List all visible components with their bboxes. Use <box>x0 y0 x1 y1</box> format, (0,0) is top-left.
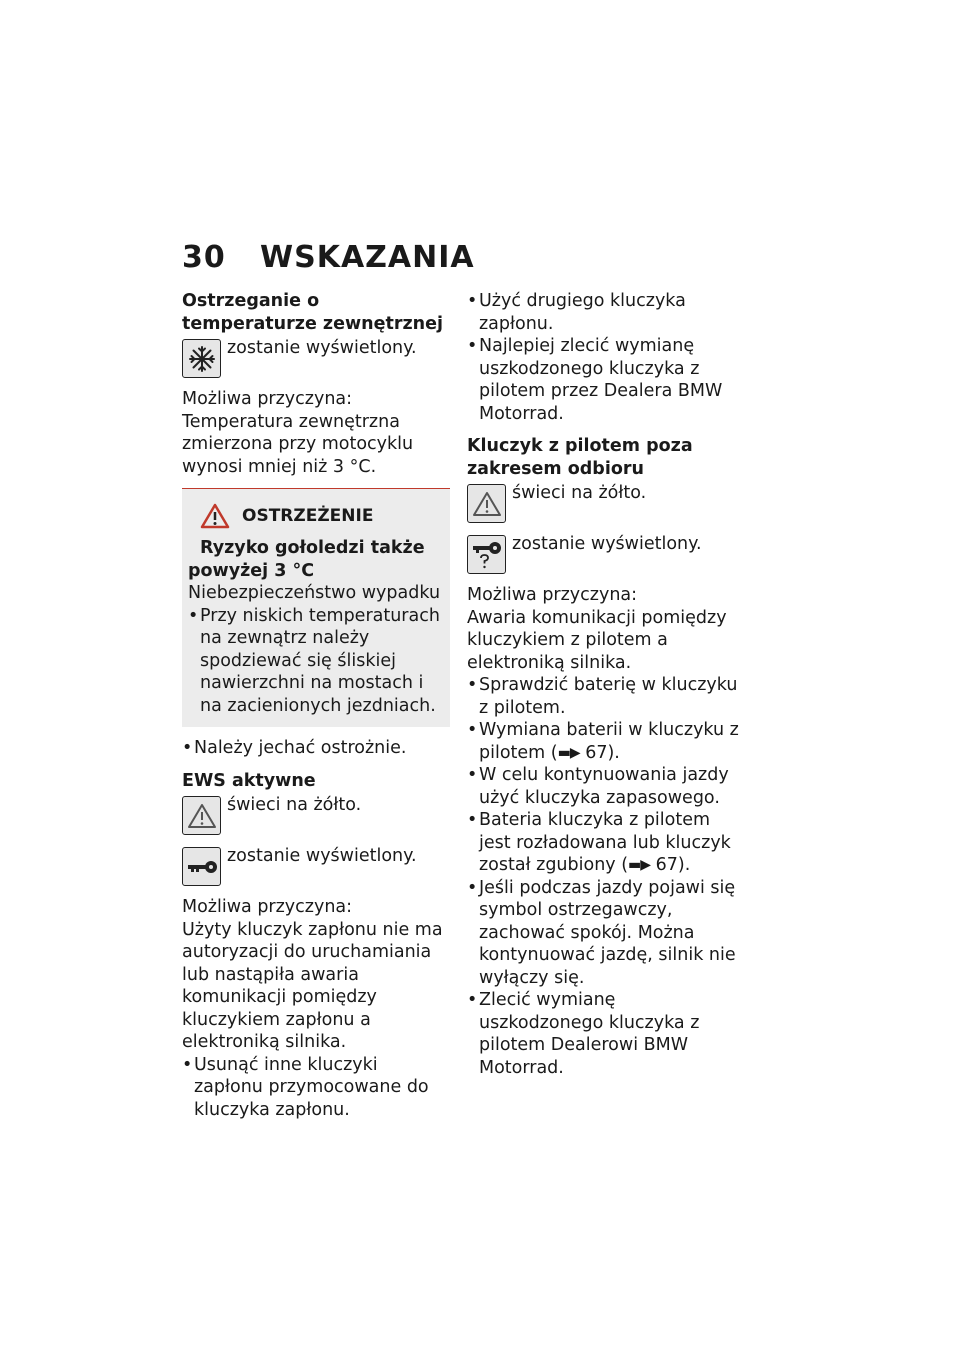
left-column <box>182 290 450 1121</box>
warning-box <box>182 488 450 727</box>
list-item: • Użyć drugiego kluczyka zapłonu. <box>467 290 739 335</box>
list-item: • Należy jechać ostrożnie. <box>182 737 450 760</box>
heading-outside-temp: Ostrzeganie o temperaturze zewnętrznej <box>182 291 443 334</box>
cause-text: Awaria komunikacji pomiędzy kluczykiem z pilotem a elektroniką silnika. <box>467 607 727 673</box>
warning-triangle-icon <box>200 503 230 529</box>
list-item: • Sprawdzić baterię w kluczyku z pilotem. <box>467 674 739 719</box>
list-item: • Bateria kluczyka z pilotem jest rozładowana lub kluczyk został zgubiony (▬▶ 67). <box>467 809 739 877</box>
icon-caption: świeci na żółto. <box>227 795 362 815</box>
list-item: • W celu kontynuowania jazdy użyć kluczyka zapasowego. <box>467 764 739 809</box>
key-question-icon <box>467 535 506 574</box>
list-item: • Wymiana baterii w kluczyku z pilotem (▬▶ 67). <box>467 719 739 764</box>
list-item: • Najlepiej zlecić wymianę uszkodzonego kluczyka z pilotem przez Dealera BMW Motorrad. <box>467 335 739 425</box>
list-item: • Zlecić wymianę uszkodzonego kluczyka z pilotem Dealerowi BMW Motorrad. <box>467 989 739 1079</box>
bullet-list <box>182 1054 450 1122</box>
bullet-list <box>467 674 739 1079</box>
icon-row-key <box>182 845 450 886</box>
warning-bullets <box>188 605 444 718</box>
key-icon <box>182 847 221 886</box>
cause-label: Możliwa przyczyna: <box>182 897 353 917</box>
right-column <box>467 290 739 1079</box>
page-number: 30 <box>182 240 226 275</box>
icon-row-warning <box>467 482 739 523</box>
heading-ews: EWS aktywne <box>182 770 316 791</box>
cause-label: Możliwa przyczyna: <box>182 389 353 409</box>
icon-caption: świeci na żółto. <box>512 483 647 503</box>
warning-header <box>200 503 444 529</box>
list-item: • Usunąć inne kluczyki zapłonu przymocowane do kluczyka zapłonu. <box>182 1054 450 1122</box>
arrow-ref-icon: ▬▶ <box>557 744 580 761</box>
cause-text: Temperatura zewnętrzna zmierzona przy motocyklu wynosi mniej niż 3 °C. <box>182 411 414 477</box>
warning-subtitle: Niebezpieczeństwo wypadku <box>188 583 441 603</box>
cause-text: Użyty kluczyk zapłonu nie ma autoryzacji do uruchamiania lub nastąpiła awaria komunikacji pomiędzy kluczykiem zapłonu a elektroniką silnika. <box>182 919 443 1052</box>
bullet-list <box>467 290 739 425</box>
cause-label: Możliwa przyczyna: <box>467 585 638 605</box>
warning-title: OSTRZEŻENIE <box>242 505 374 526</box>
icon-caption: zostanie wyświetlony. <box>227 338 417 358</box>
icon-row-warning <box>182 794 450 835</box>
icon-row-snowflake <box>182 337 450 378</box>
icon-caption: zostanie wyświetlony. <box>512 534 702 554</box>
warning-bold-line: Ryzyko gołoledzi także powyżej 3 °C <box>188 538 425 581</box>
list-item: • Jeśli podczas jazdy pojawi się symbol ostrzegawczy, zachować spokój. Można kontynuować jazdę, silnik nie wyłączy się. <box>467 877 739 990</box>
warning-triangle-icon <box>182 796 221 835</box>
icon-row-key-question <box>467 533 739 574</box>
snowflake-icon <box>182 339 221 378</box>
icon-caption: zostanie wyświetlony. <box>227 846 417 866</box>
arrow-ref-icon: ▬▶ <box>628 857 651 873</box>
heading-key-range: Kluczyk z pilotem poza zakresem odbioru <box>467 436 693 479</box>
list-item: • Przy niskich temperaturach na zewnątrz należy spodziewać się śliskiej nawierzchni na mostach i na zacienionych jezdniach. <box>188 605 444 718</box>
page-header <box>182 240 475 275</box>
warning-triangle-icon <box>467 484 506 523</box>
section-title: WSKAZANIA <box>260 240 475 275</box>
bullet-list <box>182 737 450 760</box>
